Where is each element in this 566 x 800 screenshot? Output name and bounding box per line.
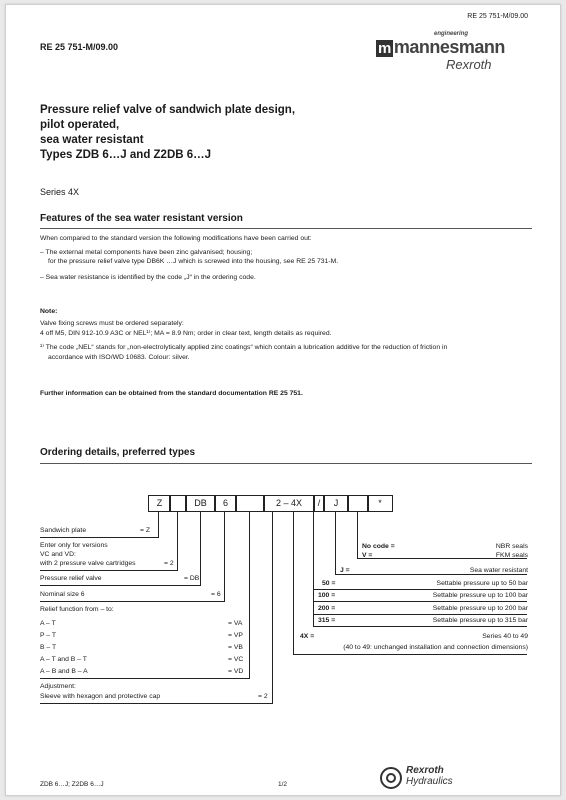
logo-rexroth-label: Rexroth: [406, 765, 444, 776]
order-desc-100-bar: Settable pressure up to 100 bar: [432, 592, 528, 599]
note-footnote-1: ¹⁾ The code „NEL“ stands for „non-electrolytically applied zinc coatings“ which contain a lubrication additive for the reduction of friction in: [40, 344, 448, 351]
top-reference: RE 25 751-M/09.00: [467, 13, 528, 20]
code-box-j: J: [323, 495, 349, 512]
order-item-sleeve: Sleeve with hexagon and protective cap: [40, 693, 161, 700]
logo-hydraulics-label: Hydraulics: [406, 776, 453, 787]
order-item-sandwich-plate: Sandwich plate: [40, 527, 87, 534]
order-code-vd: = VD: [228, 668, 244, 675]
order-code-v: V =: [362, 552, 373, 559]
order-item-a-t: A – T: [40, 620, 56, 627]
code-box-star: *: [367, 495, 393, 512]
mannesmann-mark-icon: m: [378, 40, 391, 57]
order-code-no-code: No code =: [362, 543, 395, 550]
order-code-vc: = VC: [228, 656, 244, 663]
mannesmann-rexroth-logo: [376, 29, 536, 77]
order-code-j: J =: [340, 567, 350, 574]
logo-brand: m mannesmann: [378, 37, 505, 57]
features-intro: When compared to the standard version the following modifications have been carried out:: [40, 235, 312, 242]
order-desc-fkm: FKM seals: [495, 552, 528, 559]
order-code-va: = VA: [228, 620, 243, 627]
note-heading: Note:: [40, 308, 58, 315]
order-item-relief-function: Relief function from – to:: [40, 606, 114, 613]
order-code-4x: 4X =: [300, 633, 315, 640]
order-code-315: 315 =: [318, 617, 336, 624]
footer-page-number: 1/2: [278, 781, 288, 788]
note-line-1: Valve fixing screws must be ordered separately:: [40, 320, 184, 327]
order-item-b-t: B – T: [40, 644, 57, 651]
features-item-1a: – The external metal components have been zinc galvanised; housing;: [40, 249, 253, 256]
order-desc-series-note: (40 to 49: unchanged installation and connection dimensions): [343, 644, 528, 651]
order-code-200: 200 =: [318, 605, 336, 612]
code-box-z: Z: [148, 495, 171, 512]
order-code-z: = Z: [140, 527, 151, 534]
order-code-db: = DB: [184, 575, 200, 582]
code-box-slash: /: [313, 495, 325, 512]
order-desc-nbr: NBR seals: [495, 543, 528, 550]
order-desc-series: Series 40 to 49: [482, 633, 528, 640]
document-page: [5, 4, 561, 796]
logo-engineering-text: engineering: [434, 31, 469, 37]
order-item-enter-only: Enter only for versions: [40, 542, 108, 549]
ordering-heading: Ordering details, preferred types: [40, 447, 196, 458]
series-label: Series 4X: [40, 187, 80, 197]
order-desc-50-bar: Settable pressure up to 50 bar: [436, 580, 528, 587]
order-item-a-t-b-t: A – T and B – T: [40, 656, 87, 663]
code-box-size: 6: [214, 495, 237, 512]
code-box-seal: [347, 495, 369, 512]
order-item-nominal-size: Nominal size 6: [40, 591, 85, 598]
code-box-function: [235, 495, 265, 512]
features-item-1b: for the pressure relief valve type DB6K …J which is screwed into the housing, see RE 25 731-M.: [48, 258, 339, 265]
order-item-p-t: P – T: [40, 632, 56, 639]
order-code-100: 100 =: [318, 592, 336, 599]
page-title: Pressure relief valve of sandwich plate design, pilot operated, sea water resistant Types ZDB 6…J and Z2DB 6…J: [40, 104, 296, 161]
ordering-divider: [40, 463, 532, 464]
rexroth-hydraulics-logo: [380, 765, 530, 793]
further-information: Further information can be obtained from the standard documentation RE 25 751.: [40, 390, 303, 397]
order-code-6: = 6: [211, 591, 221, 598]
order-item-adjustment: Adjustment:: [40, 683, 76, 690]
order-code-2: = 2: [164, 560, 174, 567]
logo-rexroth-text: Rexroth: [446, 57, 492, 72]
document-number: RE 25 751-M/09.00: [40, 42, 119, 52]
order-desc-sea-water: Sea water resistant: [469, 567, 528, 574]
note-footnote-2: accordance with ISO/WD 10683. Colour: silver.: [48, 354, 190, 361]
features-heading: Features of the sea water resistant version: [40, 213, 243, 224]
footer-type-ref: ZDB 6…J; Z2DB 6…J: [40, 781, 104, 788]
order-desc-200-bar: Settable pressure up to 200 bar: [432, 605, 528, 612]
features-item-2: – Sea water resistance is identified by the code „J“ in the ordering code.: [40, 274, 256, 281]
code-box-db: DB: [185, 495, 216, 512]
order-item-two-cartridges: with 2 pressure valve cartridges: [40, 560, 136, 567]
code-box-series: 2 – 4X: [263, 495, 315, 512]
order-item-vc-vd: VC and VD:: [40, 551, 76, 558]
order-code-adj-2: = 2: [258, 693, 268, 700]
rexroth-hydraulics-mark-icon: [380, 767, 402, 789]
order-code-vb: = VB: [228, 644, 243, 651]
note-line-2: 4 off M5, DIN 912-10.9 A3C or NEL¹⁾; MA = 8.9 Nm; order in clear text, length details as required.: [40, 330, 332, 337]
order-item-a-b-b-a: A – B and B – A: [40, 668, 88, 675]
order-code-50: 50 =: [322, 580, 336, 587]
order-item-pressure-relief: Pressure relief valve: [40, 575, 102, 582]
order-desc-315-bar: Settable pressure up to 315 bar: [432, 617, 528, 624]
order-code-vp: = VP: [228, 632, 243, 639]
features-divider: [40, 228, 532, 229]
